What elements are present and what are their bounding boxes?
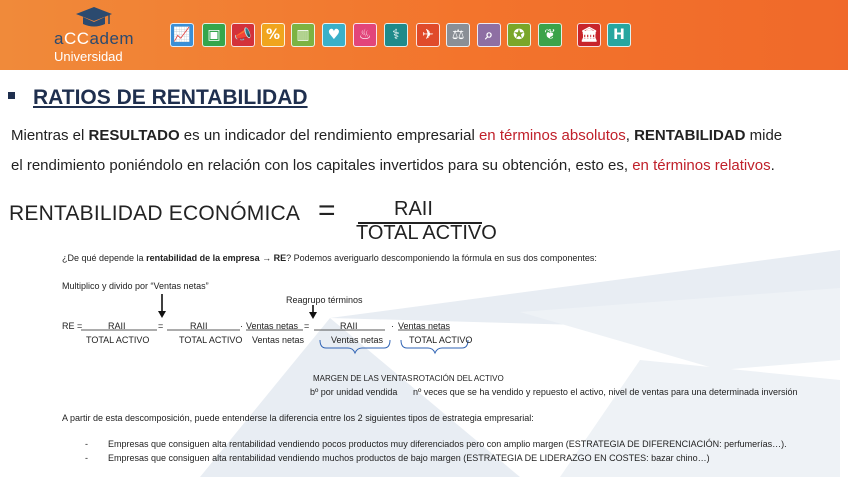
- re-equals: RE =: [62, 321, 83, 331]
- megaphone-icon[interactable]: 📣: [231, 23, 255, 47]
- decomp-equals-2: =: [158, 321, 164, 331]
- decomp-dot-1: ·: [240, 321, 243, 331]
- decomp-raii-3: RAII: [340, 321, 358, 331]
- decomp-ventas-den-1: Ventas netas: [252, 335, 305, 345]
- formula-equals: =: [318, 194, 336, 227]
- flight-icon[interactable]: ✈: [416, 23, 440, 47]
- chart-line-icon[interactable]: 📈: [170, 23, 194, 47]
- rotacion-description: nº veces que se ha vendido y repuesto el activo, nivel de ventas para una determinada inversión: [413, 387, 798, 397]
- margen-description: bº por unidad vendida: [310, 387, 398, 397]
- heartbeat-icon[interactable]: ♥: [322, 23, 346, 47]
- scales-icon[interactable]: ⚖: [446, 23, 470, 47]
- bank-icon[interactable]: 🏛: [577, 23, 601, 47]
- question-line: ¿De qué depende la rentabilidad de la empresa → RE? Podemos averiguarlo descomponiendo la fórmula en sus dos componentes:: [62, 253, 597, 263]
- decomp-raii-1: RAII: [108, 321, 126, 331]
- decomp-ventas-netas-1: Ventas netas: [246, 321, 299, 331]
- decomp-equals-3: =: [304, 321, 310, 331]
- percent-icon[interactable]: %: [261, 23, 285, 47]
- formula-label: RENTABILIDAD ECONÓMICA: [9, 202, 301, 225]
- strategy-item-1: - Empresas que consiguen alta rentabilidad vendiendo pocos productos muy diferenciados pero con amplio margen (ESTRATEGIA DE DIFERENCIACIÓN: perfumerías…).: [85, 439, 787, 449]
- decomp-dot-2: ·: [391, 321, 394, 331]
- formula-numerator: RAII: [394, 198, 433, 220]
- decomp-total-activo-3: TOTAL ACTIVO: [409, 335, 473, 345]
- reagrupo-note: Reagrupo términos: [286, 295, 363, 305]
- intro-line-1: Mientras el RESULTADO es un indicador del rendimiento empresarial en términos absolutos, RENTABILIDAD mide: [11, 127, 783, 144]
- bar-chart-icon[interactable]: ▥: [291, 23, 315, 47]
- decomp-ventas-den-2: Ventas netas: [331, 335, 384, 345]
- brand-name: aCCadem: [54, 29, 135, 48]
- intro-line-2: el rendimiento poniéndolo en relación con los capitales invertidos para su obtención, esto es, en términos relativos.: [11, 157, 775, 174]
- cooking-icon[interactable]: ♨: [353, 23, 377, 47]
- browser-window-icon[interactable]: ▣: [202, 23, 226, 47]
- decomp-raii-2: RAII: [190, 321, 208, 331]
- strategy-item-2: - Empresas que consiguen alta rentabilidad vendiendo muchos productos de bajo margen (ESTRATEGIA DE LIDERAZGO EN COSTES: bazar chino…): [85, 453, 710, 463]
- decomp-total-activo-2: TOTAL ACTIVO: [179, 335, 243, 345]
- badge-icon[interactable]: ✪: [507, 23, 531, 47]
- section-title: RATIOS DE RENTABILIDAD: [8, 86, 308, 110]
- apartir-line: A partir de esta descomposición, puede entenderse la diferencia entre los 2 siguientes tipos de estrategia empresarial:: [62, 413, 534, 423]
- dna-icon[interactable]: ⚕: [384, 23, 408, 47]
- brand-subtitle: Universidad: [54, 49, 123, 64]
- multiplico-note: Multiplico y divido por “Ventas netas”: [62, 281, 209, 291]
- formula-denominator: TOTAL ACTIVO: [356, 222, 497, 244]
- hospital-icon[interactable]: H: [607, 23, 631, 47]
- magnifier-icon[interactable]: ⌕: [477, 23, 501, 47]
- decomp-ventas-netas-2: Ventas netas: [398, 321, 451, 331]
- rotacion-label: ROTACIÓN DEL ACTIVO: [413, 374, 504, 383]
- margen-label: MARGEN DE LAS VENTAS: [313, 374, 413, 383]
- leaf-icon[interactable]: ❦: [538, 23, 562, 47]
- decomp-total-activo-1: TOTAL ACTIVO: [86, 335, 150, 345]
